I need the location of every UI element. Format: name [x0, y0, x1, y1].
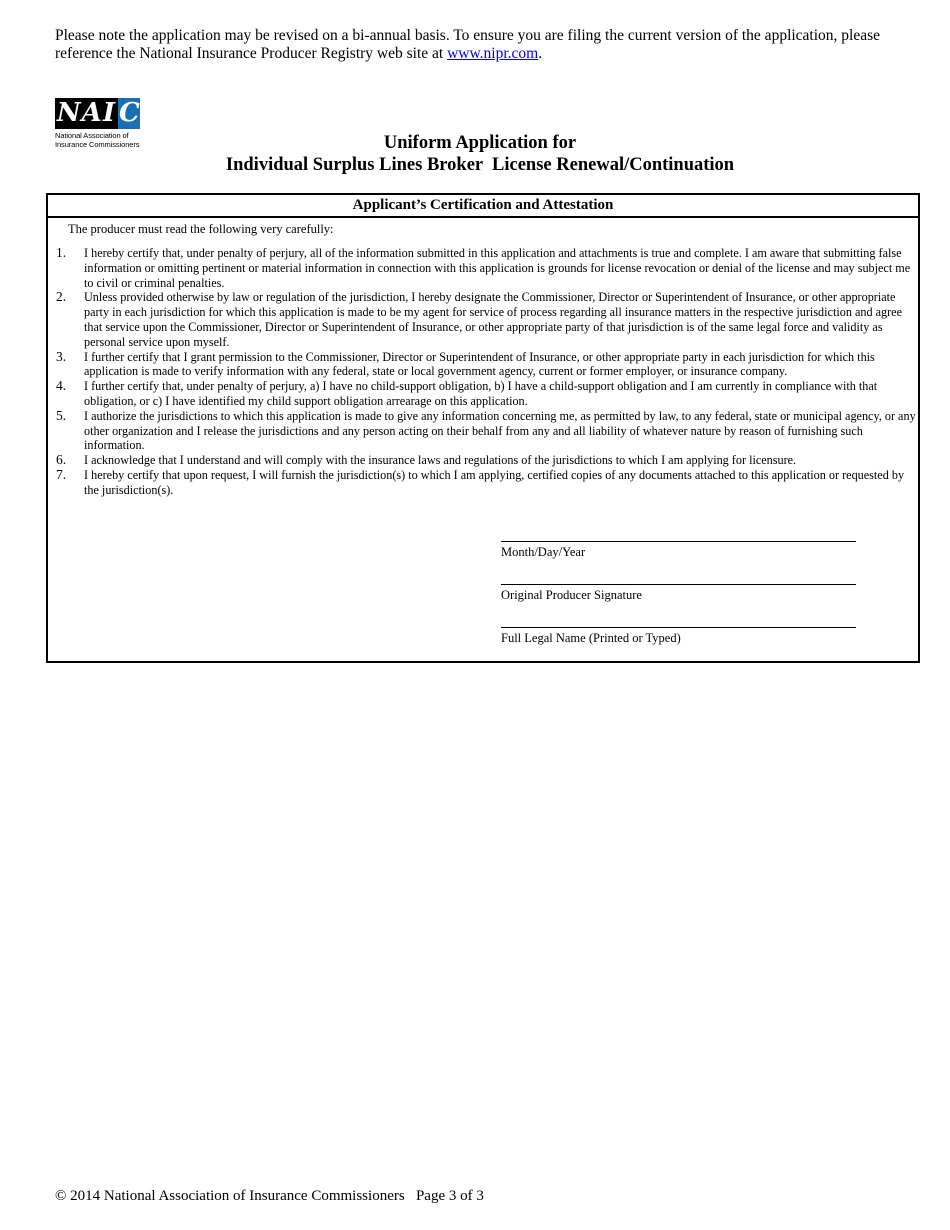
title-line1: Uniform Application for: [383, 133, 577, 153]
revision-notice: [55, 27, 905, 63]
item-text: I further certify that, under penalty of perjury, a) I have no child-support obligation, b) I have a child-support obligation and I am currently in compliance with that obligation, or c) I have identified my child support obligation arrearage on this application.: [84, 379, 878, 408]
section-intro: The producer must read the following very carefully:: [68, 222, 334, 236]
certification-item-1: [56, 246, 916, 290]
naic-logo-caption: [55, 131, 145, 149]
item-number: 6.: [56, 452, 67, 468]
logo-caption-line2: Insurance Commissioners: [55, 140, 140, 149]
naic-logo-mark: [55, 98, 145, 129]
footer-page-number: Page 3 of 3: [415, 1188, 484, 1204]
item-text: I further certify that I grant permission to the Commissioner, Director or Superintendent of Insurance, or other appropriate party in each jurisdiction for which this application is made to verify information with any federal, state or local government agency, current or former employer, or insurance company.: [84, 349, 875, 379]
item-text: I hereby certify that, under penalty of perjury, all of the information submitted in this application and attachments is true and complete. I am aware that submitting false information or omitting pertinent or material information in connection with this application is grounds for license revocation or denial of the license and may subject me to civil or criminal penalties.: [84, 246, 911, 290]
naic-logo-mark-black: NAI: [56, 98, 116, 128]
logo-caption-line1: National Association of: [55, 131, 129, 140]
producer-signature-line[interactable]: [501, 584, 856, 603]
section-header: Applicant’s Certification and Attestation: [48, 195, 918, 218]
item-text: I authorize the jurisdictions to which this application is made to give any information concerning me, as permitted by law, to any federal, state or municipal agency, or any other organization and I release the jurisdictions and any person acting on their behalf from any and all liability of whatever nature by reason of furnishing such information.: [84, 408, 916, 453]
certification-item-5: [56, 409, 916, 453]
footer-copyright: © 2014 National Association of Insurance Commissioners: [55, 1188, 405, 1204]
naic-logo-mark-blue: C: [119, 98, 140, 128]
certification-item-4: [56, 379, 916, 409]
item-text: I hereby certify that upon request, I will furnish the jurisdiction(s) to which I am applying, certified copies of any documents attached to this application or requested by the jurisdiction(s).: [84, 467, 905, 497]
signature-label: Original Producer Signature: [501, 588, 642, 602]
certification-item-2: [56, 290, 916, 349]
notice-period: .: [538, 45, 543, 62]
item-number: 1.: [56, 245, 67, 260]
full-name-label: Full Legal Name (Printed or Typed): [501, 631, 681, 645]
page-footer: [55, 1188, 484, 1205]
date-signature-line[interactable]: [501, 541, 856, 560]
certification-item-7: [56, 468, 916, 498]
notice-text: Please note the application may be revised on a bi-annual basis. To ensure you are filing the current version of the application, please reference the National Insurance Producer Registry web site at: [55, 27, 881, 62]
nipr-link[interactable]: www.nipr.com: [447, 45, 539, 62]
full-name-line[interactable]: [501, 627, 856, 646]
item-number: 7.: [56, 466, 67, 482]
date-label: Month/Day/Year: [501, 545, 586, 559]
item-text: Unless provided otherwise by law or regulation of the jurisdiction, I hereby designate the Commissioner, Director or Superintendent of Insurance, or other appropriate party in each jurisdiction for which this application is made to be my agent for service of process regarding all insurance matters in the respective jurisdiction and agree that service upon the Commissioner, Director or Superintendent of Insurance, or other appropriate party of that jurisdiction is of the same legal force and validity as personal service upon myself.: [84, 290, 902, 349]
certification-item-6: [56, 453, 916, 468]
certification-item-3: [56, 350, 916, 380]
title-line2: Individual Surplus Lines Broker License Renewal/Continuation: [225, 155, 735, 175]
page-title: [180, 132, 780, 176]
certification-list: [56, 246, 916, 498]
item-number: 4.: [56, 378, 67, 394]
item-number: 3.: [56, 348, 67, 364]
certification-section: [46, 193, 920, 663]
naic-logo: [55, 98, 145, 149]
item-text: I acknowledge that I understand and will comply with the insurance laws and regulations of the jurisdictions to which I am applying for licensure.: [84, 453, 797, 468]
item-number: 5.: [56, 407, 67, 423]
item-number: 2.: [56, 289, 67, 305]
